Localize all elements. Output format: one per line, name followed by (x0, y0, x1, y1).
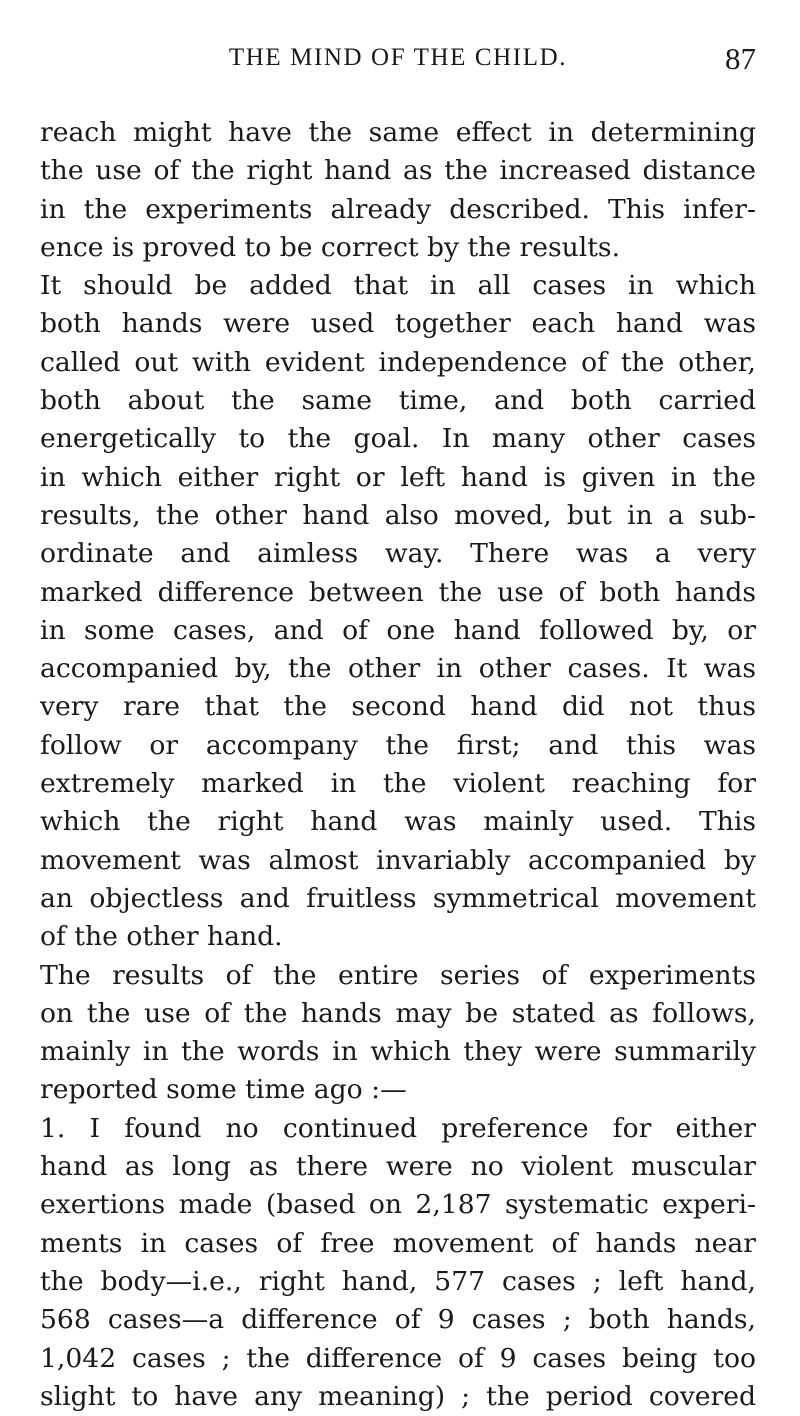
text-line: hand as long as there were no violent muscular (40, 1151, 756, 1183)
text-line: mainly in the words in which they were summarily (40, 1036, 756, 1068)
text-line: called out with evident independence of the other, (40, 346, 756, 378)
text-line: exertions made (based on 2,187 systematic experi- (40, 1189, 756, 1221)
text-line: accompanied by, the other in other cases. It was (40, 653, 756, 685)
text-line: both about the same time, and both carried (40, 385, 756, 417)
text-line: in some cases, and of one hand followed by, or (40, 614, 756, 646)
text-line: the body—i.e., right hand, 577 cases ; left hand, (40, 1265, 756, 1297)
text-line: ordinate and aimless way. There was a very (40, 538, 756, 570)
text-line: 568 cases—a difference of 9 cases ; both hands, (40, 1304, 756, 1336)
text-line: reach might have the same effect in determining (40, 117, 756, 148)
text-line: marked difference between the use of both hands (40, 576, 756, 608)
paragraph-4 (40, 1110, 756, 1416)
text-line: extremely marked in the violent reaching for (40, 768, 756, 800)
text-line: energetically to the goal. In many other cases (40, 423, 756, 455)
text-line: movement was almost invariably accompanied by (40, 844, 756, 876)
page-header (40, 0, 756, 86)
text-line: The results of the entire series of experiments (40, 959, 756, 991)
text-line: slight to have any meaning) ; the period covered (40, 1380, 756, 1412)
book-page (40, 0, 756, 1412)
text-line: very rare that the second hand did not thus (40, 691, 756, 723)
text-line: It should be added that in all cases in which (40, 270, 756, 302)
text-line: an objectless and fruitless symmetrical movement (40, 882, 756, 914)
text-line: on the use of the hands may be stated as follows, (40, 997, 756, 1029)
text-line: in which either right or left hand is given in the (40, 461, 756, 493)
paragraph-1 (40, 114, 756, 267)
text-line: follow or accompany the first; and this was (40, 729, 756, 761)
paragraph-3 (40, 957, 756, 1110)
text-line: 1,042 cases ; the difference of 9 cases being too (40, 1342, 756, 1374)
page-number: 87 (725, 41, 756, 76)
text-line: of the other hand. (40, 921, 283, 953)
paragraph-2 (40, 267, 756, 956)
body-text (40, 114, 756, 1416)
text-line: both hands were used together each hand was (40, 308, 756, 340)
text-line: which the right hand was mainly used. This (40, 806, 756, 838)
text-line: results, the other hand also moved, but in a sub- (40, 499, 756, 531)
text-line: reported some time ago :— (40, 1074, 407, 1106)
text-line: ence is proved to be correct by the results. (40, 231, 621, 263)
text-line: in the experiments already described. This infer- (40, 193, 756, 225)
text-line: the use of the right hand as the increased distance (40, 155, 756, 187)
text-line: 1. I found no continued preference for either (40, 1112, 756, 1144)
running-title: THE MIND OF THE CHILD. (228, 44, 568, 71)
text-line: ments in cases of free movement of hands near (40, 1227, 756, 1259)
